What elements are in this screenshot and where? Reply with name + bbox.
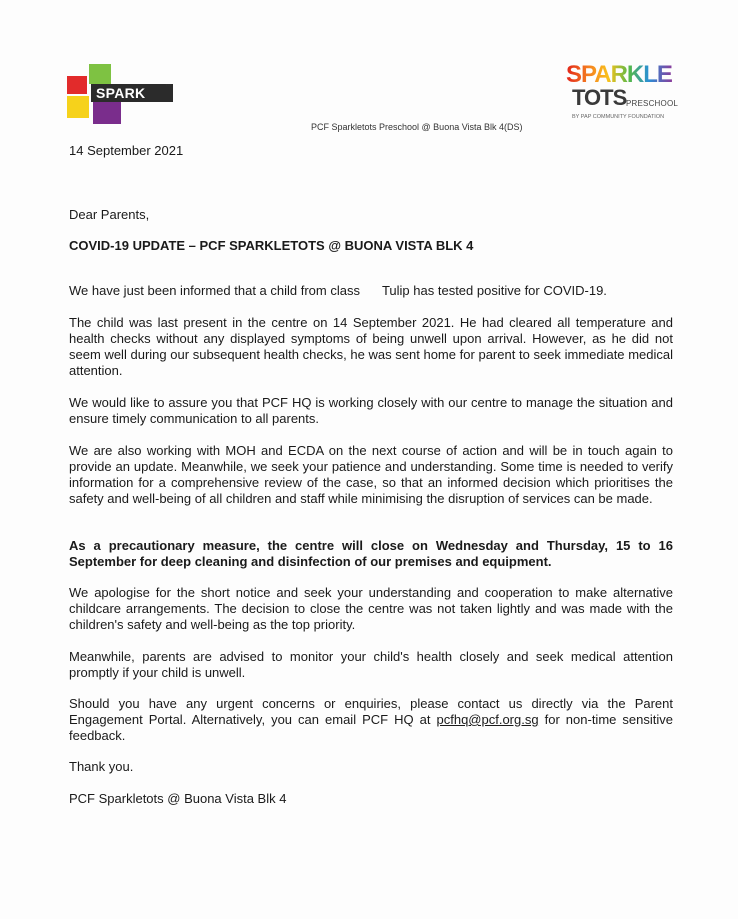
salutation: Dear Parents, xyxy=(69,207,150,222)
trademark-mark: ™ xyxy=(165,84,171,90)
logo-square-green xyxy=(89,64,111,84)
paragraph-1 xyxy=(69,283,673,299)
preschool-logo-text: PRESCHOOL xyxy=(626,99,679,108)
paragraph-1-text-a: We have just been informed that a child from class xyxy=(69,283,360,298)
paragraph-7: Meanwhile, parents are advised to monitor your child's health closely and seek medical attention promptly if your child is unwell. xyxy=(69,649,673,680)
tots-logo-text: TOTS xyxy=(572,85,627,110)
paragraph-8-text-b: for non-time sensitive feedback. xyxy=(69,712,673,743)
paragraph-4: We are also working with MOH and ECDA on the next course of action and will be in touch again to provide an update. Meanwhile, we seek your patience and understanding. Some time is needed to verify information for a comprehensive review of the case, so that an informed decision which prioritises the safety and well-being of all children and staff while minimising the disruption of services can be made. xyxy=(69,443,673,506)
paragraph-1-text-b: Tulip has tested positive for COVID-19. xyxy=(381,283,607,298)
letter-title: COVID-19 UPDATE – PCF SPARKLETOTS @ BUONA VISTA BLK 4 xyxy=(69,238,474,253)
paragraph-8 xyxy=(69,696,673,744)
sparkletots-logo xyxy=(566,61,679,128)
paragraph-3: We would like to assure you that PCF HQ is working closely with our centre to manage the situation and ensure timely communication to all parents. xyxy=(69,395,673,426)
spark-logo xyxy=(67,64,177,124)
spark-logo-text: SPARK xyxy=(96,85,146,101)
email-link[interactable]: pcfhq@pcf.org.sg xyxy=(436,712,539,727)
sparkle-logo-text: SPARKLE xyxy=(566,61,672,88)
centre-name: PCF Sparkletots Preschool @ Buona Vista Blk 4(DS) xyxy=(311,122,523,132)
paragraph-6: We apologise for the short notice and seek your understanding and cooperation to make alternative childcare arrangements. The decision to close the centre was not taken lightly and was made with the children's safety and well-being as the top priority. xyxy=(69,585,673,632)
foundation-logo-text: BY PAP COMMUNITY FOUNDATION xyxy=(572,114,665,120)
signature: PCF Sparkletots @ Buona Vista Blk 4 xyxy=(69,791,287,806)
paragraph-5-closure-notice: As a precautionary measure, the centre will close on Wednesday and Thursday, 15 to 16 September for deep cleaning and disinfection of our premises and equipment. xyxy=(69,538,673,569)
paragraph-8-text-a: Should you have any urgent concerns or enquiries, please contact us directly via the Parent Engagement Portal. Alternatively, you can email PCF HQ at xyxy=(69,696,673,727)
letter-date: 14 September 2021 xyxy=(69,143,184,158)
logo-square-yellow xyxy=(67,96,89,118)
logo-square-red xyxy=(67,76,87,94)
logo-square-purple xyxy=(93,100,121,124)
paragraph-2: The child was last present in the centre on 14 September 2021. He had cleared all temperature and health checks without any displayed symptoms of being unwell upon arrival. However, as he did not seem well during our subsequent health checks, he was sent home for parent to seek immediate medical attention. xyxy=(69,315,673,378)
closing: Thank you. xyxy=(69,759,134,774)
